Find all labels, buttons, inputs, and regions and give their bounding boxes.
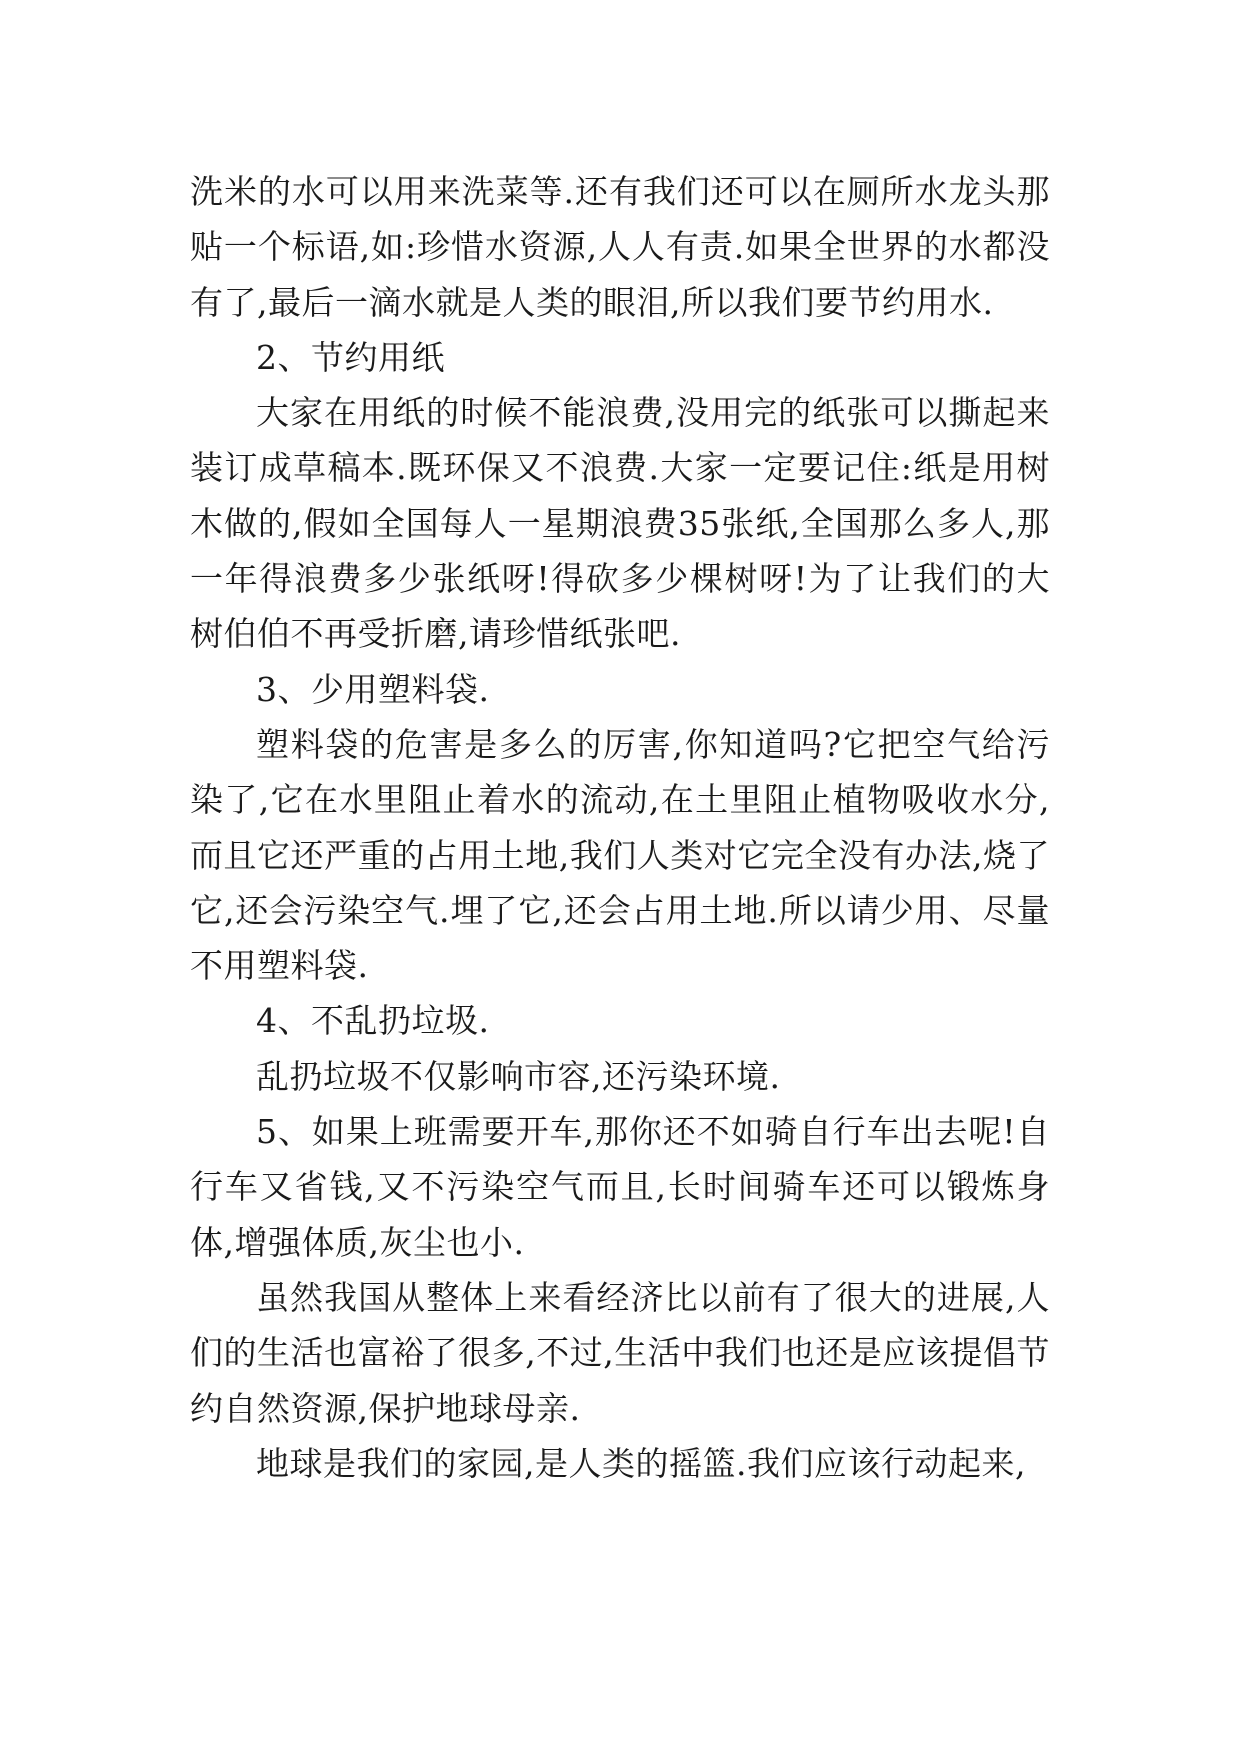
paragraph-no-littering: 乱扔垃圾不仅影响市容,还污染环境. xyxy=(256,1056,781,1096)
heading-save-paper: 2、节约用纸 xyxy=(256,337,445,377)
paragraph-plastic-bags: 塑料袋的危害是多么的厉害,你知道吗?它把空气给污染了,它在水里阻止着水的流动,在土里阻止植物吸收水分,而且它还严重的占用土地,我们人类对它完全没有办法,烧了它,还会污染空气.埋了它,还会占用土地.所以请少用、尽量不用塑料袋. xyxy=(190,724,1050,986)
paragraph-cycling: 5、如果上班需要开车,那你还不如骑自行车出去呢!自行车又省钱,又不污染空气而且,长时间骑车还可以锻炼身体,增强体质,灰尘也小. xyxy=(190,1112,1050,1262)
paragraph-earth-home: 地球是我们的家园,是人类的摇篮.我们应该行动起来, xyxy=(256,1443,1026,1483)
paragraph-water-saving-continued: 洗米的水可以用来洗菜等.还有我们还可以在厕所水龙头那贴一个标语,如:珍惜水资源,人人有责.如果全世界的水都没有了,最后一滴水就是人类的眼泪,所以我们要节约用水. xyxy=(190,172,1050,322)
document-body xyxy=(190,164,1050,1491)
paragraph-save-paper: 大家在用纸的时候不能浪费,没用完的纸张可以撕起来装订成草稿本.既环保又不浪费.大家一定要记住:纸是用树木做的,假如全国每人一星期浪费35张纸,全国那么多人,那一年得浪费多少张纸呀!得砍多少棵树呀!为了让我们的大树伯伯不再受折磨,请珍惜纸张吧. xyxy=(190,393,1050,654)
heading-plastic-bags: 3、少用塑料袋. xyxy=(256,669,490,709)
heading-no-littering: 4、不乱扔垃圾. xyxy=(256,1001,490,1041)
paragraph-economy: 虽然我国从整体上来看经济比以前有了很大的进展,人们的生活也富裕了很多,不过,生活中我们也还是应该提倡节约自然资源,保护地球母亲. xyxy=(190,1277,1050,1428)
